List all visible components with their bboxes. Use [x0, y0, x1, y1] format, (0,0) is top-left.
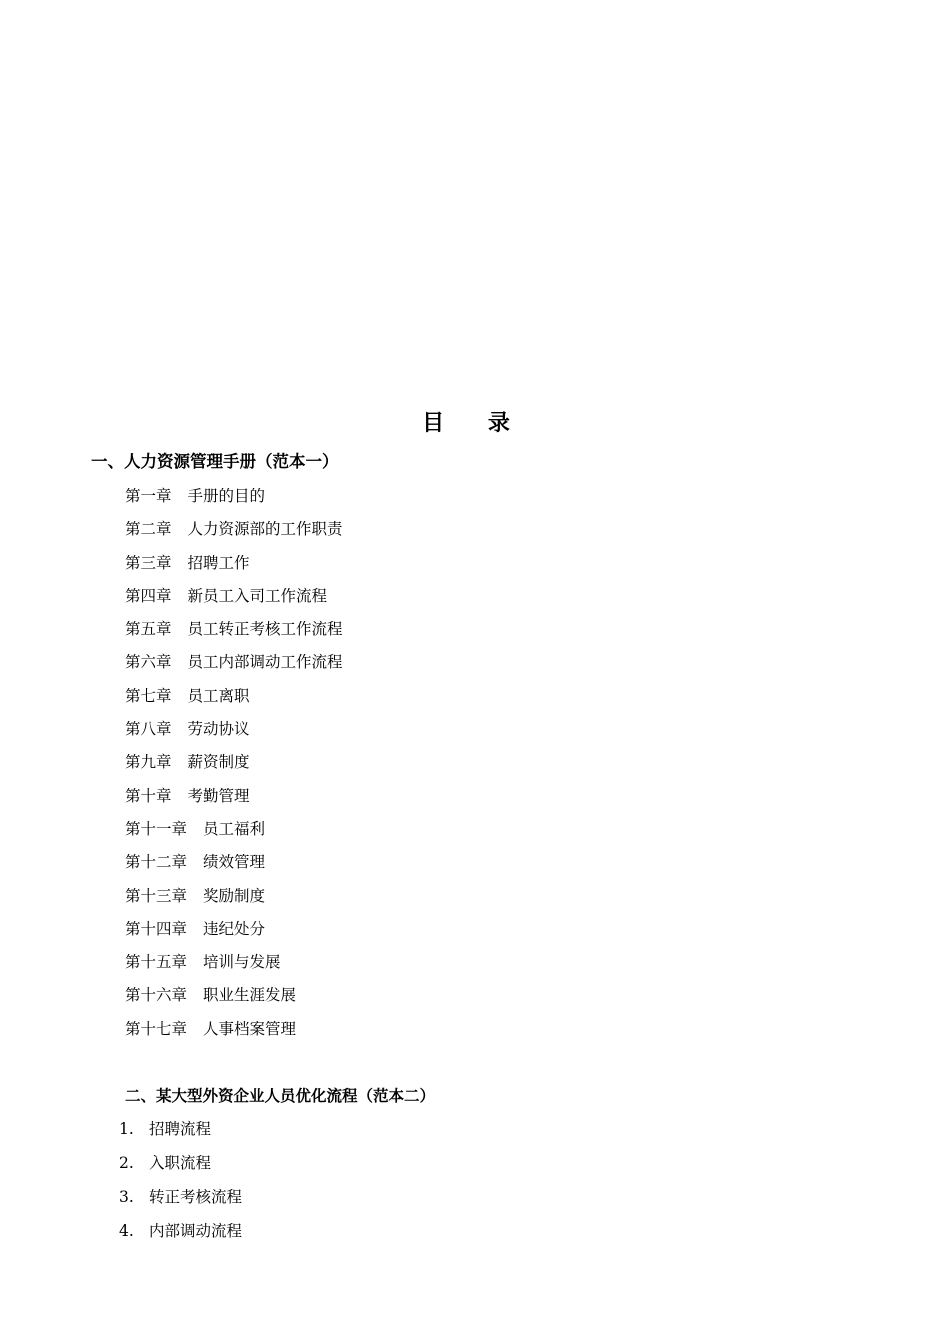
chapter-number: 第六章	[125, 653, 172, 672]
process-item	[119, 1117, 242, 1151]
process-item	[119, 1219, 242, 1253]
chapter-item	[125, 950, 343, 983]
chapter-title: 员工福利	[203, 819, 266, 838]
chapter-title: 人事档案管理	[203, 1019, 297, 1038]
chapter-title: 新员工入司工作流程	[187, 586, 328, 605]
chapter-item	[125, 517, 343, 550]
chapter-number: 第一章	[125, 487, 172, 505]
process-title: 转正考核流程	[149, 1188, 243, 1206]
chapter-item	[125, 584, 343, 617]
chapter-title: 员工离职	[187, 686, 250, 705]
chapter-title: 手册的目的	[187, 487, 266, 505]
chapter-title: 奖励制度	[203, 886, 266, 905]
chapter-item	[125, 817, 343, 850]
chapter-number: 第十二章	[125, 853, 188, 872]
chapter-number: 第十七章	[125, 1019, 188, 1038]
chapter-number: 第四章	[125, 586, 172, 605]
chapter-title: 人力资源部的工作职责	[187, 520, 343, 539]
toc-title: 目 录	[422, 410, 528, 436]
chapter-number: 第十一章	[125, 819, 188, 838]
process-index: 1.	[119, 1120, 134, 1138]
chapter-item	[125, 917, 343, 950]
section1-heading: 一、人力资源管理手册（范本一）	[91, 452, 339, 471]
chapter-number: 第八章	[125, 720, 172, 739]
process-title: 招聘流程	[149, 1120, 212, 1138]
chapter-number: 第十三章	[125, 886, 188, 905]
section2-heading: 二、某大型外资企业人员优化流程（范本二）	[125, 1086, 436, 1105]
chapter-list	[125, 484, 343, 1050]
chapter-number: 第二章	[125, 520, 172, 539]
chapter-number: 第十六章	[125, 986, 188, 1005]
chapter-number: 第五章	[125, 620, 172, 639]
process-index: 2.	[119, 1154, 134, 1172]
chapter-title: 考勤管理	[187, 786, 250, 805]
chapter-item	[125, 884, 343, 917]
chapter-item	[125, 750, 343, 783]
process-index: 4.	[119, 1222, 134, 1240]
chapter-item	[125, 850, 343, 883]
chapter-item	[125, 983, 343, 1016]
chapter-number: 第十五章	[125, 953, 188, 972]
process-title: 入职流程	[149, 1154, 212, 1172]
chapter-title: 职业生涯发展	[203, 986, 297, 1005]
process-item	[119, 1185, 242, 1219]
process-list	[119, 1117, 242, 1253]
chapter-item	[125, 784, 343, 817]
chapter-title: 员工内部调动工作流程	[187, 653, 343, 672]
process-title: 内部调动流程	[149, 1222, 243, 1240]
chapter-item	[125, 484, 343, 517]
chapter-title: 劳动协议	[187, 720, 250, 739]
chapter-item	[125, 1017, 343, 1050]
chapter-title: 招聘工作	[187, 553, 250, 572]
chapter-item	[125, 650, 343, 683]
chapter-title: 培训与发展	[203, 953, 281, 972]
chapter-title: 违纪处分	[203, 919, 266, 938]
chapter-item	[125, 717, 343, 750]
process-item	[119, 1151, 242, 1185]
chapter-title: 薪资制度	[187, 753, 250, 772]
process-index: 3.	[119, 1188, 134, 1206]
chapter-item	[125, 617, 343, 650]
chapter-title: 员工转正考核工作流程	[187, 620, 343, 639]
chapter-number: 第十四章	[125, 919, 188, 938]
chapter-number: 第三章	[125, 553, 172, 572]
chapter-item	[125, 551, 343, 584]
chapter-title: 绩效管理	[203, 853, 266, 872]
chapter-number: 第十章	[125, 786, 172, 805]
chapter-item	[125, 684, 343, 717]
chapter-number: 第七章	[125, 686, 172, 705]
chapter-number: 第九章	[125, 753, 172, 772]
